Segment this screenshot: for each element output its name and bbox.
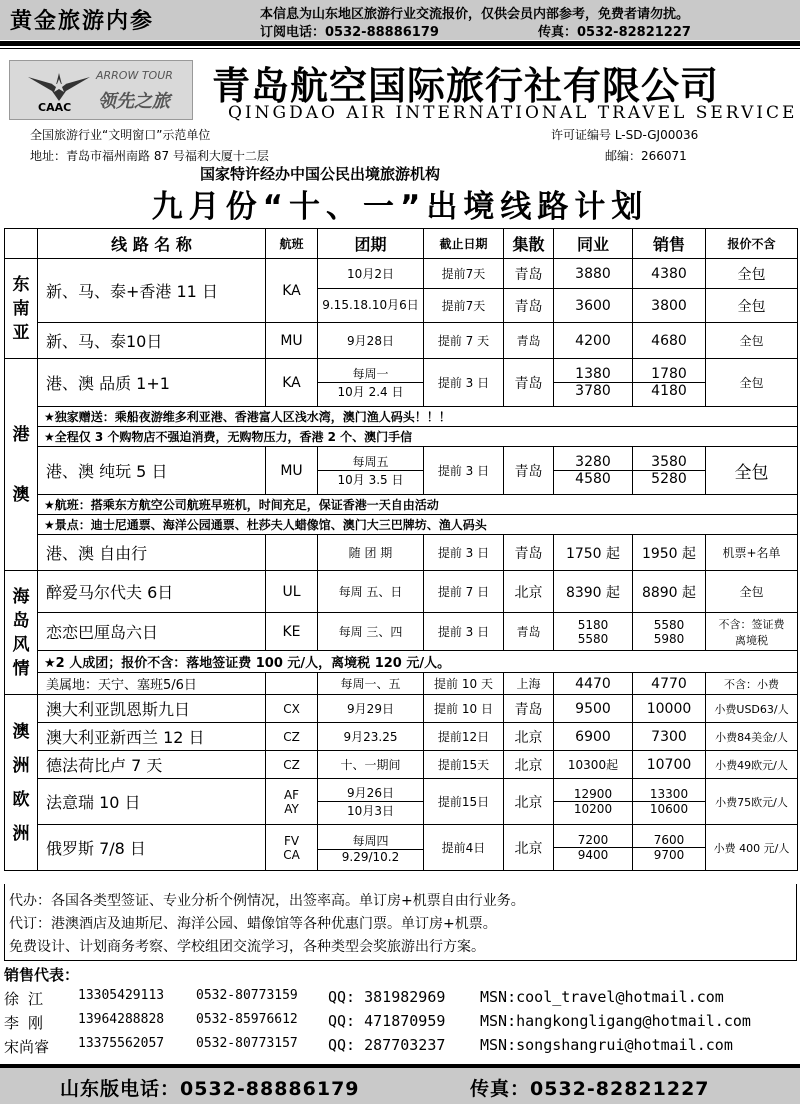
flight-code: MU bbox=[266, 323, 318, 359]
route-name: 新、马、泰+香港 11 日 bbox=[38, 259, 266, 323]
rep-phone: 0532-80773157 bbox=[196, 1036, 298, 1051]
tour-date-split bbox=[318, 447, 424, 495]
header-cell: 截止日期 bbox=[424, 229, 504, 259]
excluded: 机票+名单 bbox=[706, 535, 798, 571]
company-name-en: QINGDAO AIR INTERNATIONAL TRAVEL SERVICE bbox=[228, 103, 798, 123]
flight-code: MU bbox=[266, 447, 318, 495]
deadline: 提前12日 bbox=[424, 723, 504, 751]
flight-code: CZ bbox=[266, 751, 318, 779]
deadline: 提前 10 日 bbox=[424, 695, 504, 723]
footer-phone: 山东版电话：0532-88886179 bbox=[60, 1078, 360, 1100]
table-row bbox=[5, 259, 798, 289]
table-row bbox=[5, 695, 798, 723]
deadline: 提前 3 日 bbox=[424, 613, 504, 651]
peer-price-split bbox=[554, 359, 633, 407]
address: 地址：青岛市福州南路 87 号福利大厦十二层 bbox=[30, 149, 269, 163]
route-note: ★2 人成团；报价不含：落地签证费 100 元/人，离境税 120 元/人。 bbox=[38, 651, 798, 673]
page-title: 九月份“十、一”出境线路计划 bbox=[151, 189, 649, 225]
depart-city: 青岛 bbox=[504, 289, 554, 323]
route-table bbox=[4, 228, 798, 871]
table-row bbox=[5, 447, 798, 495]
tour-date: 每周 五、日 bbox=[318, 571, 424, 613]
tour-date: 每周 三、四 bbox=[318, 613, 424, 651]
table-row bbox=[5, 723, 798, 751]
excluded: 不含：小费 bbox=[706, 673, 798, 695]
peer-price-split bbox=[554, 825, 633, 871]
tour-date: 9月26日 bbox=[347, 786, 394, 800]
route-name: 法意瑞 10 日 bbox=[38, 779, 266, 825]
table-row bbox=[5, 515, 798, 535]
table-row bbox=[5, 651, 798, 673]
header-cell bbox=[5, 229, 38, 259]
service-line: 代办：各国各类型签证、专业分析个例情况，出签率高。单订房+机票自由行业务。 bbox=[9, 893, 525, 909]
peer-price: 3280 bbox=[575, 454, 611, 470]
depart-city: 北京 bbox=[504, 571, 554, 613]
excluded: 不含：签证费 bbox=[718, 617, 785, 631]
tour-date: 10月3日 bbox=[318, 801, 423, 819]
tour-date: 10月2日 bbox=[318, 259, 424, 289]
excluded: 小费 400 元/人 bbox=[706, 825, 798, 871]
sale-price-split bbox=[633, 613, 706, 651]
peer-price: 4200 bbox=[554, 323, 633, 359]
sale-price: 4770 bbox=[633, 673, 706, 695]
rep-name: 宋尚睿 bbox=[4, 1038, 50, 1056]
sale-price: 4680 bbox=[633, 323, 706, 359]
table-row bbox=[5, 495, 798, 515]
depart-city: 北京 bbox=[504, 723, 554, 751]
rep-qq: QQ: 381982969 bbox=[328, 988, 446, 1006]
sale-price-split bbox=[633, 825, 706, 871]
table-row bbox=[5, 323, 798, 359]
deadline: 提前15天 bbox=[424, 751, 504, 779]
excluded: 小费75欧元/人 bbox=[706, 779, 798, 825]
tour-date-split bbox=[318, 359, 424, 407]
tour-date-split bbox=[318, 779, 424, 825]
excluded: 全包 bbox=[706, 259, 798, 289]
peer-price: 10300起 bbox=[554, 751, 633, 779]
flight-code: FV bbox=[283, 833, 300, 848]
flight-code: CA bbox=[283, 847, 300, 862]
eagle-icon bbox=[26, 67, 92, 103]
deadline: 提前7天 bbox=[424, 289, 504, 323]
sale-price-split bbox=[633, 359, 706, 407]
route-name: 德法荷比卢 7 天 bbox=[38, 751, 266, 779]
sale-price: 8890 起 bbox=[633, 571, 706, 613]
sales-rep bbox=[4, 988, 800, 1008]
sale-price: 10000 bbox=[633, 695, 706, 723]
sale-price: 10600 bbox=[633, 801, 705, 816]
depart-city: 青岛 bbox=[504, 359, 554, 407]
tour-date: 随 团 期 bbox=[318, 535, 424, 571]
sale-price: 3580 bbox=[651, 454, 687, 470]
flight-split bbox=[266, 779, 318, 825]
excluded-split bbox=[706, 613, 798, 651]
header-cell: 线 路 名 称 bbox=[38, 229, 266, 259]
services-box bbox=[4, 884, 797, 961]
peer-price: 3880 bbox=[554, 259, 633, 289]
zip-code: 邮编：266071 bbox=[605, 149, 687, 163]
sale-price-split bbox=[633, 779, 706, 825]
logo-caac: CAAC bbox=[38, 101, 72, 114]
deadline: 提前 3 日 bbox=[424, 535, 504, 571]
flight-code: CX bbox=[266, 695, 318, 723]
rep-mobile: 13375562057 bbox=[78, 1036, 165, 1051]
sale-price: 13300 bbox=[649, 787, 689, 801]
tour-date: 10月 3.5 日 bbox=[318, 470, 423, 488]
table-row bbox=[5, 571, 798, 613]
deadline: 提前 7 日 bbox=[424, 571, 504, 613]
depart-city: 青岛 bbox=[504, 613, 554, 651]
flight-code: KE bbox=[266, 613, 318, 651]
header-cell: 报价不含 bbox=[706, 229, 798, 259]
rep-msn: MSN:cool_travel@hotmail.com bbox=[480, 988, 724, 1006]
table-row bbox=[5, 407, 798, 427]
sale-price: 10700 bbox=[633, 751, 706, 779]
tour-date: 9月28日 bbox=[318, 323, 424, 359]
peer-price: 5180 bbox=[577, 617, 609, 632]
deadline: 提前 3 日 bbox=[424, 359, 504, 407]
excluded: 全包 bbox=[706, 571, 798, 613]
sales-rep bbox=[4, 1012, 800, 1032]
top-banner bbox=[0, 0, 800, 40]
peer-price-split bbox=[554, 447, 633, 495]
model-unit: 全国旅游行业“文明窗口”示范单位 bbox=[30, 128, 211, 142]
tour-date: 每周四 bbox=[352, 833, 389, 848]
table-row bbox=[5, 751, 798, 779]
depart-city: 北京 bbox=[504, 825, 554, 871]
excluded: 全包 bbox=[706, 447, 798, 495]
flight-split bbox=[266, 825, 318, 871]
depart-city: 青岛 bbox=[504, 259, 554, 289]
tour-date: 每周一、五 bbox=[318, 673, 424, 695]
table-row bbox=[5, 359, 798, 407]
tour-date: 9月23.25 bbox=[318, 723, 424, 751]
peer-price: 1380 bbox=[575, 366, 611, 382]
flight-code bbox=[266, 535, 318, 571]
sale-price: 5980 bbox=[653, 631, 685, 646]
sale-price: 4180 bbox=[633, 382, 705, 399]
peer-price: 6900 bbox=[554, 723, 633, 751]
flight-code: UL bbox=[266, 571, 318, 613]
rep-name: 李 刚 bbox=[4, 1014, 44, 1032]
tour-date: 9.29/10.2 bbox=[318, 849, 423, 864]
brand-title: 黄金旅游内参 bbox=[10, 9, 155, 34]
subscribe-phone: 订阅电话：0532-88886179 bbox=[260, 25, 439, 40]
region-label: 东南亚 bbox=[5, 259, 38, 359]
flight-code bbox=[266, 673, 318, 695]
sale-price: 5280 bbox=[633, 470, 705, 487]
header-fax: 传真：0532-82821227 bbox=[538, 25, 691, 40]
footer-fax: 传真：0532-82821227 bbox=[470, 1078, 710, 1100]
sale-price: 7600 bbox=[653, 833, 685, 847]
peer-price: 4470 bbox=[554, 673, 633, 695]
peer-price: 5580 bbox=[577, 631, 609, 646]
sale-price: 3800 bbox=[633, 289, 706, 323]
route-name: 澳大利亚新西兰 12 日 bbox=[38, 723, 266, 751]
route-note: ★全程仅 3 个购物店不强迫消费，无购物压力，香港 2 个、澳门手信 bbox=[38, 427, 798, 447]
bottom-banner bbox=[0, 1064, 800, 1104]
sale-price: 4380 bbox=[633, 259, 706, 289]
table-row bbox=[5, 535, 798, 571]
route-name: 新、马、泰10日 bbox=[38, 323, 266, 359]
table-header bbox=[5, 229, 798, 259]
tour-date: 9月29日 bbox=[318, 695, 424, 723]
peer-price: 9500 bbox=[554, 695, 633, 723]
depart-city: 青岛 bbox=[504, 323, 554, 359]
table-row bbox=[5, 613, 798, 651]
region-label: 港澳 bbox=[5, 359, 38, 571]
route-name: 澳大利亚凯恩斯九日 bbox=[38, 695, 266, 723]
header-cell: 同业 bbox=[554, 229, 633, 259]
header-cell: 团期 bbox=[318, 229, 424, 259]
excluded: 小费USD63/人 bbox=[706, 695, 798, 723]
tour-date: 每周一 bbox=[352, 367, 389, 381]
peer-price-split bbox=[554, 779, 633, 825]
peer-price: 12900 bbox=[573, 787, 613, 801]
depart-city: 北京 bbox=[504, 751, 554, 779]
depart-city: 北京 bbox=[504, 779, 554, 825]
excluded: 小费49欧元/人 bbox=[706, 751, 798, 779]
route-name: 港、澳 纯玩 5 日 bbox=[38, 447, 266, 495]
flight-code: CZ bbox=[266, 723, 318, 751]
peer-price: 4580 bbox=[554, 470, 632, 487]
peer-price: 7200 bbox=[577, 833, 609, 847]
header-cell: 销售 bbox=[633, 229, 706, 259]
company-logo bbox=[9, 60, 193, 120]
rep-qq: QQ: 471870959 bbox=[328, 1012, 446, 1030]
sale-price: 9700 bbox=[633, 847, 705, 862]
sale-price: 1950 起 bbox=[633, 535, 706, 571]
depart-city: 上海 bbox=[504, 673, 554, 695]
deadline: 提前7天 bbox=[424, 259, 504, 289]
table-row bbox=[5, 825, 798, 871]
table-row bbox=[5, 427, 798, 447]
peer-price-split bbox=[554, 613, 633, 651]
route-note: ★航班：搭乘东方航空公司航班早班机，时间充足，保证香港一天自由活动 bbox=[38, 495, 798, 515]
header-cell: 航班 bbox=[266, 229, 318, 259]
peer-price: 8390 起 bbox=[554, 571, 633, 613]
authorized-agency: 国家特许经办中国公民出境旅游机构 bbox=[200, 165, 441, 183]
region-label: 海岛风情 bbox=[5, 571, 38, 695]
rep-mobile: 13305429113 bbox=[78, 988, 165, 1003]
flight-code: AF bbox=[283, 787, 300, 802]
table-row bbox=[5, 779, 798, 825]
sales-title: 销售代表： bbox=[4, 966, 80, 984]
tour-date-split bbox=[318, 825, 424, 871]
deadline: 提前15日 bbox=[424, 779, 504, 825]
flight-code: AY bbox=[284, 801, 299, 816]
sale-price-split bbox=[633, 447, 706, 495]
excluded: 离境税 bbox=[735, 633, 768, 647]
peer-price: 1750 起 bbox=[554, 535, 633, 571]
tour-date: 十、一期间 bbox=[318, 751, 424, 779]
company-name-cn: 青岛航空国际旅行社有限公司 bbox=[212, 64, 720, 108]
flight-code: KA bbox=[266, 259, 318, 323]
tour-date: 9.15.18.10月6日 bbox=[318, 289, 424, 323]
peer-price: 10200 bbox=[554, 801, 632, 816]
tour-date: 10月 2.4 日 bbox=[318, 382, 423, 400]
peer-price: 3780 bbox=[554, 382, 632, 399]
route-name: 俄罗斯 7/8 日 bbox=[38, 825, 266, 871]
deadline: 提前4日 bbox=[424, 825, 504, 871]
logo-slogan: 领先之旅 bbox=[98, 91, 170, 112]
excluded: 全包 bbox=[706, 359, 798, 407]
depart-city: 青岛 bbox=[504, 695, 554, 723]
deadline: 提前 10 天 bbox=[424, 673, 504, 695]
license-number: 许可证编号 L-SD-GJ00036 bbox=[551, 128, 699, 142]
flight-code: KA bbox=[266, 359, 318, 407]
rep-msn: MSN:songshangrui@hotmail.com bbox=[480, 1036, 733, 1054]
table-row bbox=[5, 673, 798, 695]
excluded: 全包 bbox=[706, 289, 798, 323]
notice-text: 本信息为山东地区旅游行业交流报价，仅供会员内部参考，免费者请勿扰。 bbox=[260, 7, 690, 22]
depart-city: 青岛 bbox=[504, 535, 554, 571]
rep-phone: 0532-85976612 bbox=[196, 1012, 298, 1027]
route-name: 美属地：天宁、塞班5/6日 bbox=[38, 673, 266, 695]
divider bbox=[0, 41, 800, 46]
route-note: ★景点：迪士尼通票、海洋公园通票、杜莎夫人蜡像馆、澳门大三巴牌坊、渔人码头 bbox=[38, 515, 798, 535]
excluded: 全包 bbox=[706, 323, 798, 359]
rep-mobile: 13964288828 bbox=[78, 1012, 165, 1027]
divider bbox=[0, 48, 800, 49]
peer-price: 9400 bbox=[554, 847, 632, 862]
tour-date: 每周五 bbox=[352, 455, 389, 469]
region-label: 澳洲欧洲 bbox=[5, 695, 38, 871]
rep-name: 徐 江 bbox=[4, 990, 44, 1008]
rep-qq: QQ: 287703237 bbox=[328, 1036, 446, 1054]
rep-msn: MSN:hangkongligang@hotmail.com bbox=[480, 1012, 751, 1030]
sale-price: 1780 bbox=[651, 366, 687, 382]
sale-price: 7300 bbox=[633, 723, 706, 751]
route-name: 港、澳 品质 1+1 bbox=[38, 359, 266, 407]
sale-price: 5580 bbox=[653, 617, 685, 632]
deadline: 提前 3 日 bbox=[424, 447, 504, 495]
deadline: 提前 7 天 bbox=[424, 323, 504, 359]
route-name: 港、澳 自由行 bbox=[38, 535, 266, 571]
sales-rep bbox=[4, 1036, 800, 1056]
service-line: 代订：港澳酒店及迪斯尼、海洋公园、蜡像馆等各种优惠门票。单订房+机票。 bbox=[9, 916, 497, 932]
depart-city: 青岛 bbox=[504, 447, 554, 495]
header-cell: 集散 bbox=[504, 229, 554, 259]
route-note: ★独家赠送：乘船夜游维多利亚港、香港富人区浅水湾，澳门渔人码头！！！ bbox=[38, 407, 798, 427]
service-line: 免费设计、计划商务考察、学校组团交流学习，各种类型会奖旅游出行方案。 bbox=[9, 939, 485, 955]
peer-price: 3600 bbox=[554, 289, 633, 323]
logo-arrow-tour: ARROW TOUR bbox=[96, 69, 173, 82]
excluded: 小费84美金/人 bbox=[706, 723, 798, 751]
route-name: 醉爱马尔代夫 6日 bbox=[38, 571, 266, 613]
rep-phone: 0532-80773159 bbox=[196, 988, 298, 1003]
route-name: 恋恋巴厘岛六日 bbox=[38, 613, 266, 651]
